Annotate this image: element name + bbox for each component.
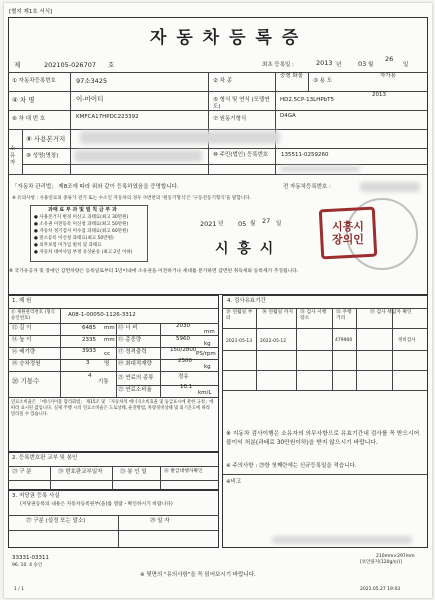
remark-redacted — [272, 536, 412, 544]
inspection-mileage-column: ㉜ 주행 거리 — [336, 310, 352, 321]
inspection-box — [222, 295, 428, 548]
capacity-unit: 명 — [104, 361, 110, 367]
issuer-name: 시 흥 시 — [215, 241, 276, 257]
plate-type-label: ㉓ 구 분 — [12, 469, 32, 475]
number-prefix: 제 — [14, 61, 21, 69]
approval-value: A08-1-00050-1126-3312 — [68, 312, 136, 318]
inspection-row-from: 2021-05-13 — [226, 339, 253, 344]
lien-type-column: ㉗ 구분 (설정 또는 말소) — [26, 518, 86, 524]
usage-value: 자가용 — [380, 73, 396, 79]
first-registration-month-unit: 월 — [368, 62, 374, 68]
fine-notice-title: 과태 료 부 과 및 벌 칙 금 부 과 — [48, 207, 117, 213]
issue-day: 27 — [262, 217, 271, 225]
fuel-value: 경유 — [178, 374, 189, 380]
first-registration-year-unit: 년 — [336, 62, 342, 68]
inspection-officer-column: ㉝ 검사 책임자 확인 — [370, 310, 412, 315]
prior-reg-label: 전 자동차등록번호 : — [283, 184, 331, 190]
efficiency-value: 10.1 — [180, 384, 193, 390]
name-label: ⑨ 성명(명칭) — [26, 153, 59, 159]
form-sub: 96. 10. 4 승인 — [12, 563, 43, 568]
usage-label: ③ 용 도 — [313, 78, 333, 84]
length-value: 6485 — [82, 325, 96, 331]
inspection-place-column: ㉛ 검사 시행 장소 — [300, 310, 327, 321]
id-value: 135511-0259260 — [281, 152, 329, 158]
owner-section-label: 소유자 — [10, 146, 16, 166]
model-label: ⑤ 형식 및 연식 (모델연도) — [213, 97, 270, 110]
spec-section-label: 1. 제 원 — [12, 298, 32, 304]
total-weight-value: 5960 — [176, 336, 190, 342]
lien-section-label: 3. 저당권 등록 사실 — [12, 493, 60, 499]
form-code: 33331-03311 — [12, 555, 49, 561]
first-registration-year: 2013 — [316, 59, 333, 67]
base-address-redacted — [80, 131, 280, 144]
total-weight-label: ⑮ 총중량 — [118, 337, 142, 343]
height-label: ⑭ 높 이 — [12, 337, 32, 343]
paper-size: 210mm×297mm — [376, 554, 415, 559]
first-registration-month: 03 — [358, 60, 367, 68]
inspection-remark-1: ※ 지동차 검사이행은 소유자의 의무사항으로 유효기간내 검사를 꼭 받으시어 불이익 처분(과태료 30만원이하)을 받지 않으시기 바랍니다. — [226, 431, 420, 446]
height-unit: mm — [104, 337, 115, 343]
base-label: ⑧ 사용본거지 — [26, 135, 66, 143]
fuel-label: ㉑ 연료의 종류 — [118, 375, 154, 381]
issue-year: 2021 — [200, 220, 217, 228]
form-label: [별지 제1호 서식] — [9, 9, 53, 15]
capacity-value: 3 — [86, 360, 90, 366]
cylinders-unit: 기통 — [98, 379, 109, 385]
rated-power-unit: PS/rpm — [196, 351, 216, 357]
issue-day-unit: 일 — [276, 221, 282, 227]
width-unit: mm — [204, 329, 215, 335]
displacement-unit: cc — [104, 351, 111, 357]
plate-section-label: 2. 등록번호판 교부 및 봉인 — [12, 455, 78, 461]
first-registration-day: 26 — [385, 55, 394, 63]
inspection-to-column: ㉚ 연월일 까지 — [262, 310, 294, 315]
car-name-value: 이-마이티 — [76, 95, 104, 103]
cylinders-label: ⑳ 기통수 — [12, 377, 40, 385]
length-unit: mm — [104, 325, 115, 331]
bottom-tax-note: ※ 국가유공자 및 장애인 감면차량은 등록일로부터 1년이내에 소유권을 이전하거나 세대를 분가하면 감면된 취득세와 등록세가 추징됩니다. — [9, 269, 299, 274]
capacity-label: ⑱ 승차정원 — [12, 361, 41, 367]
height-value: 2335 — [82, 337, 96, 343]
vin-label: ⑥ 차 대 번 호 — [12, 116, 46, 122]
owner-name-redacted — [74, 150, 202, 162]
page-indicator: 1 / 1 — [14, 587, 25, 592]
issue-month-unit: 월 — [250, 221, 256, 227]
approval-label: ⑪ 제원관리번호 (형식승인번호) — [11, 310, 55, 321]
extra-owner-redacted — [280, 166, 360, 172]
paper-type: [보안용지(120g/㎡)] — [360, 560, 402, 565]
rated-power-label: ⑰ 정격출력 — [118, 349, 147, 355]
length-label: ⑫ 길 이 — [12, 325, 32, 331]
fine-item: ● 자동차 정기검사 미수검 과태료(최고 60만원) — [34, 229, 129, 234]
first-registration-label: 최초 등록일 : — [262, 62, 294, 68]
issue-month: 05 — [238, 220, 247, 228]
max-load-value: 2500 — [178, 358, 192, 364]
car-type-label: ② 차 종 — [213, 78, 233, 84]
model-value: HD2.5CP-13LHPbT5 — [280, 97, 335, 103]
engine-label: ⑦ 원동기형식 — [213, 116, 247, 122]
inspection-remark-2: ※ 주의사항 : ㉙항 첫째란에는 신규등록일을 적습니다. — [226, 463, 357, 469]
issue-year-unit: 년 — [218, 221, 224, 227]
reg-no-value: 97소3425 — [76, 77, 108, 85]
inspection-row-to: 2022-05-12 — [260, 339, 287, 344]
number-suffix: 호 — [108, 61, 115, 69]
car-type-value: 중형 화물 — [280, 73, 304, 79]
max-load-label: ⑲ 최대적재량 — [118, 361, 152, 367]
width-value: 2030 — [176, 323, 190, 329]
certify-line: 「자동차 관리법」 제8조에 따라 위와 같이 등록하였음을 증명합니다. — [12, 184, 179, 190]
fine-item: ● 말소등록 미신청 과태료(최고 50만원) — [34, 236, 114, 241]
reg-no-label: ① 자동차등록번호 — [12, 78, 56, 84]
model-year-value: 2013 — [372, 92, 386, 98]
stamp-text-label: 시흥시장의인 — [332, 220, 364, 246]
engine-value: D4GA — [280, 113, 296, 119]
max-load-unit: kg — [204, 364, 211, 370]
fine-item: ● 의무보험 미가입 벌칙 및 과태료 — [34, 243, 102, 248]
id-label: ⑩ 주민(법인) 등록번호 — [213, 152, 269, 158]
registration-number: 202105-026707 — [44, 61, 96, 69]
rated-power-value: 150/2800 — [170, 347, 197, 353]
seal-date-label: ㉕ 봉 인 일 — [120, 469, 147, 475]
inspection-remark-3: ※비고 — [226, 479, 242, 485]
lien-sub-note: (저당권등록의 내용은 자동차등록원부(을)를 열람・확인하시기 바랍니다) — [20, 502, 173, 507]
renew-note: ※ 유의사항 : 사용연료의 종류가 전기 또는 수소인 자동차의 경우 ⑦번란의 '원동기형식'은 '구동전동기형식'을 말합니다. — [12, 196, 252, 201]
total-weight-unit: kg — [204, 341, 211, 347]
plate-date-label: ㉔ 번호판교부일자 — [58, 469, 103, 475]
prior-reg-redacted — [360, 182, 420, 192]
inspection-row-officer: 정비검사 — [398, 338, 416, 343]
cylinders-value: 4 — [88, 373, 92, 379]
displacement-value: 3933 — [82, 348, 96, 354]
fine-item: ● 자동차 대여사업 부정 유상운송 (최고 2년 이하) — [34, 250, 133, 255]
lien-date-column: ㉘ 일 자 — [150, 518, 170, 524]
displacement-label: ⑯ 배기량 — [12, 349, 36, 355]
footer-note: ※ 뒷면의 "유의사항"을 꼭 읽어보시기 바랍니다. — [140, 572, 256, 578]
inspection-section-label: 4. 검사유효기간 — [227, 298, 266, 304]
document-title: 자 동 차 등 록 증 — [150, 28, 301, 48]
width-label: ⑬ 너 비 — [118, 325, 138, 331]
inspection-row-mileage: 479900 — [335, 338, 353, 343]
efficiency-unit: km/L — [198, 390, 212, 396]
inspection-from-column: ㉙ 연월일 부터 — [226, 310, 253, 321]
fine-item: ● 사용본거지 변경 미신고 과태료(최고 30만원) — [34, 215, 129, 220]
car-name-label: ④ 차 명 — [12, 96, 35, 104]
vin-value: KMFCA17HPDC223392 — [76, 114, 139, 120]
fuel-consumption-note: 연료소비율은 「에너지이용 합리화법」 제15조 및 「자동차의 에너지소비효율 및 등급표시에 관한 규정」에 따라 표시된 값입니다. 실제 주행 시의 연료소비율은 도로상태, 운전방법, 차량정비상태 및 외기온도에 따라 달라질 수 있습니다. — [11, 400, 214, 417]
stamp-text — [324, 212, 372, 254]
print-datetime: 2021.05.27 19:03 — [360, 587, 401, 592]
efficiency-label: ㉒ 연료소비율 — [118, 387, 152, 393]
fine-item: ● 소유권 이전등록 미신청 과태료(최고 50만원) — [34, 222, 129, 227]
agent-check-label: ㉖ 발급대행자확인 — [164, 469, 203, 474]
first-registration-day-unit: 일 — [403, 62, 409, 68]
